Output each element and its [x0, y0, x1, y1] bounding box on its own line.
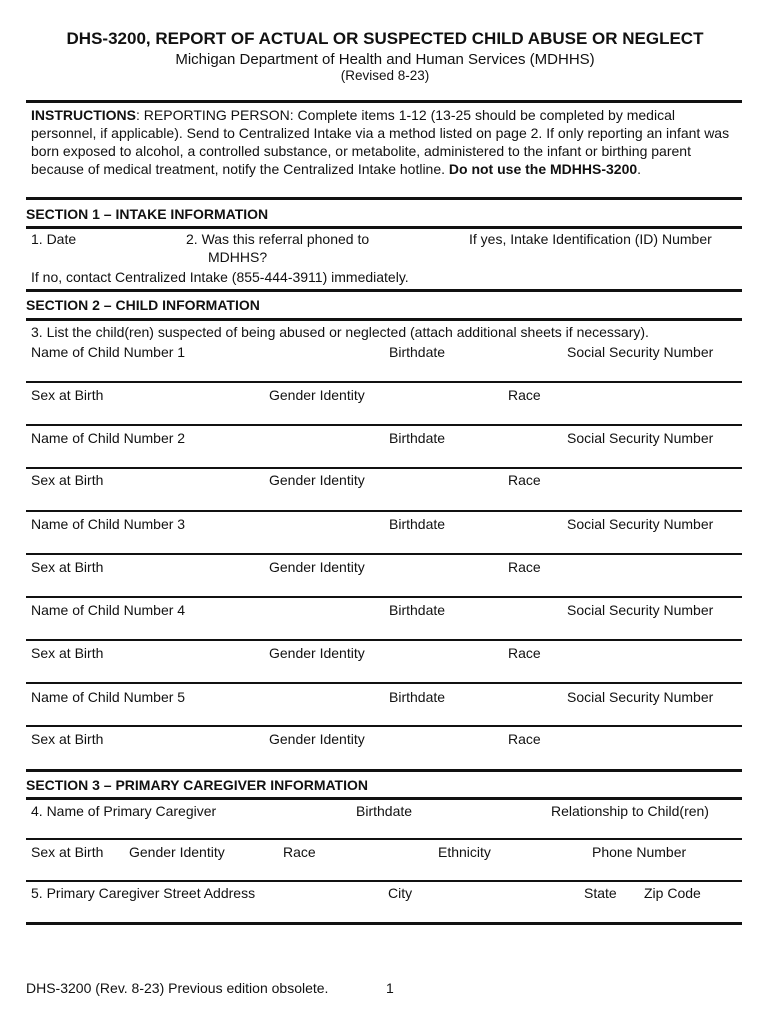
child-sex-field[interactable]: Sex at Birth [31, 472, 104, 488]
child-gender-field[interactable]: Gender Identity [269, 645, 365, 661]
caregiver-sex-field[interactable]: Sex at Birth [31, 844, 104, 860]
child-gender-field[interactable]: Gender Identity [269, 472, 365, 488]
child-birthdate-field[interactable]: Birthdate [389, 516, 446, 532]
instructions-text: : REPORTING PERSON: Complete items 1-12 (13-25 should be completed by medical personnel, if applicable). Send to Centralized Intake via a method listed on page 2. If only reporting an infant was born exposed to alcohol, a controlled substance, or metabolite, administered to the infant or birthing parent because of medical treatment, notify the Centralized Intake hotline. [31, 107, 730, 177]
row-divider [26, 510, 742, 512]
child-birthdate-field[interactable]: Birthdate [389, 430, 446, 446]
agency-name: Michigan Department of Health and Human Services (MDHHS) [175, 51, 595, 68]
date-field[interactable]: 1. Date [31, 231, 77, 247]
child-sex-field[interactable]: Sex at Birth [31, 559, 104, 575]
divider [26, 318, 742, 321]
row-divider [26, 381, 742, 383]
referral-phoned-label-line2: MDHHS? [208, 249, 268, 265]
child-race-field[interactable]: Race [508, 559, 541, 575]
caregiver-zip-field[interactable]: Zip Code [644, 885, 701, 901]
caregiver-phone-field[interactable]: Phone Number [592, 844, 687, 860]
divider [26, 289, 742, 292]
child-gender-field[interactable]: Gender Identity [269, 559, 365, 575]
child-gender-field[interactable]: Gender Identity [269, 731, 365, 747]
caregiver-address-field[interactable]: 5. Primary Caregiver Street Address [31, 885, 256, 901]
child-sex-field[interactable]: Sex at Birth [31, 645, 104, 661]
child-birthdate-field[interactable]: Birthdate [389, 602, 446, 618]
child-race-field[interactable]: Race [508, 472, 541, 488]
row-divider [26, 467, 742, 469]
caregiver-relationship-field[interactable]: Relationship to Child(ren) [551, 803, 709, 819]
child-ssn-field[interactable]: Social Security Number [567, 516, 714, 532]
caregiver-birthdate-field[interactable]: Birthdate [356, 803, 413, 819]
row-divider [26, 553, 742, 555]
child-birthdate-field[interactable]: Birthdate [389, 689, 446, 705]
section3-heading: SECTION 3 – PRIMARY CAREGIVER INFORMATION [26, 777, 368, 793]
divider [26, 197, 742, 200]
referral-phoned-field[interactable]: 2. Was this referral phoned to [186, 231, 370, 247]
child-birthdate-field[interactable]: Birthdate [389, 344, 446, 360]
caregiver-state-field[interactable]: State [584, 885, 617, 901]
row-divider [26, 838, 742, 840]
divider [26, 797, 742, 800]
divider [26, 922, 742, 925]
child-gender-field[interactable]: Gender Identity [269, 387, 365, 403]
intake-id-field[interactable]: If yes, Intake Identification (ID) Number [469, 231, 712, 247]
child-list-instruction: 3. List the child(ren) suspected of being abused or neglected (attach additional sheets if necessary). [31, 324, 649, 340]
section2-heading: SECTION 2 – CHILD INFORMATION [26, 297, 260, 313]
contact-note: If no, contact Centralized Intake (855-444-3911) immediately. [31, 269, 409, 285]
child-ssn-field[interactable]: Social Security Number [567, 344, 714, 360]
instructions-label: INSTRUCTIONS [31, 107, 136, 123]
instructions-warning: Do not use the MDHHS-3200 [448, 161, 638, 177]
page-number: 1 [386, 980, 394, 996]
child-race-field[interactable]: Race [508, 387, 541, 403]
divider [26, 100, 742, 103]
child-name-field[interactable]: Name of Child Number 2 [31, 430, 186, 446]
child-name-field[interactable]: Name of Child Number 5 [31, 689, 186, 705]
row-divider [26, 596, 742, 598]
child-sex-field[interactable]: Sex at Birth [31, 387, 104, 403]
caregiver-gender-field[interactable]: Gender Identity [129, 844, 225, 860]
row-divider [26, 880, 742, 882]
child-sex-field[interactable]: Sex at Birth [31, 731, 104, 747]
child-ssn-field[interactable]: Social Security Number [567, 602, 714, 618]
footer-form-note: DHS-3200 (Rev. 8-23) Previous edition obsolete. [26, 980, 329, 996]
instructions-period: . [637, 161, 642, 177]
revision-date: (Revised 8-23) [340, 68, 430, 83]
caregiver-race-field[interactable]: Race [283, 844, 316, 860]
row-divider [26, 424, 742, 426]
child-name-field[interactable]: Name of Child Number 4 [31, 602, 186, 618]
row-divider [26, 682, 742, 684]
row-divider [26, 725, 742, 727]
child-name-field[interactable]: Name of Child Number 3 [31, 516, 186, 532]
form-title: DHS-3200, REPORT OF ACTUAL OR SUSPECTED CHILD ABUSE OR NEGLECT [66, 29, 704, 48]
caregiver-ethnicity-field[interactable]: Ethnicity [438, 844, 491, 860]
child-ssn-field[interactable]: Social Security Number [567, 430, 714, 446]
child-name-field[interactable]: Name of Child Number 1 [31, 344, 186, 360]
child-ssn-field[interactable]: Social Security Number [567, 689, 714, 705]
section1-heading: SECTION 1 – INTAKE INFORMATION [26, 206, 269, 222]
divider [26, 769, 742, 772]
child-race-field[interactable]: Race [508, 645, 541, 661]
caregiver-name-field[interactable]: 4. Name of Primary Caregiver [31, 803, 217, 819]
caregiver-city-field[interactable]: City [388, 885, 413, 901]
divider [26, 226, 742, 229]
row-divider [26, 639, 742, 641]
child-race-field[interactable]: Race [508, 731, 541, 747]
instructions-block [31, 106, 739, 178]
